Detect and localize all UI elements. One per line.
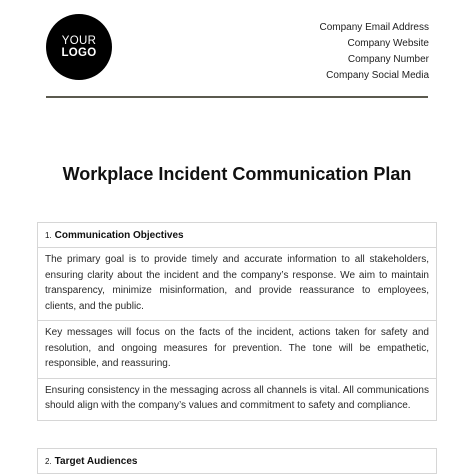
logo-text-line1: YOUR [61,34,97,47]
header-divider [46,96,428,98]
section-number: 1. [45,230,52,240]
company-logo [46,14,112,80]
section-number: 2. [45,456,52,466]
company-website: Company Website [347,38,429,49]
section-header [38,449,436,473]
paragraph-key-messages: Key messages will focus on the facts of the incident, actions taken for safety and resolution, and ongoing measures for prevention. The tone will be empathetic, responsible, and reassuring. [38,320,436,378]
company-number: Company Number [347,54,429,65]
section-target-audiences [37,448,437,474]
company-info [320,20,430,84]
section-heading: Target Audiences [54,455,138,467]
paragraph-consistency: Ensuring consistency in the messaging across all channels is vital. All communications should align with the company’s values and commitment to safety and compliance. [38,378,436,420]
paragraph-primary-goal: The primary goal is to provide timely and accurate information to all stakeholders, ensuring clarity about the incident and the company’s response. We aim to maintain transparency, minimize misinformation, and provide reassurance to employees, clients, and the public. [38,247,436,320]
section-heading: Communication Objectives [54,229,184,241]
section-communication-objectives [37,222,437,421]
company-email: Company Email Address [319,22,429,33]
company-social-media: Company Social Media [326,70,429,81]
document-title: Workplace Incident Communication Plan [62,164,412,184]
logo-text-line2: LOGO [61,47,97,59]
section-header [38,223,436,247]
